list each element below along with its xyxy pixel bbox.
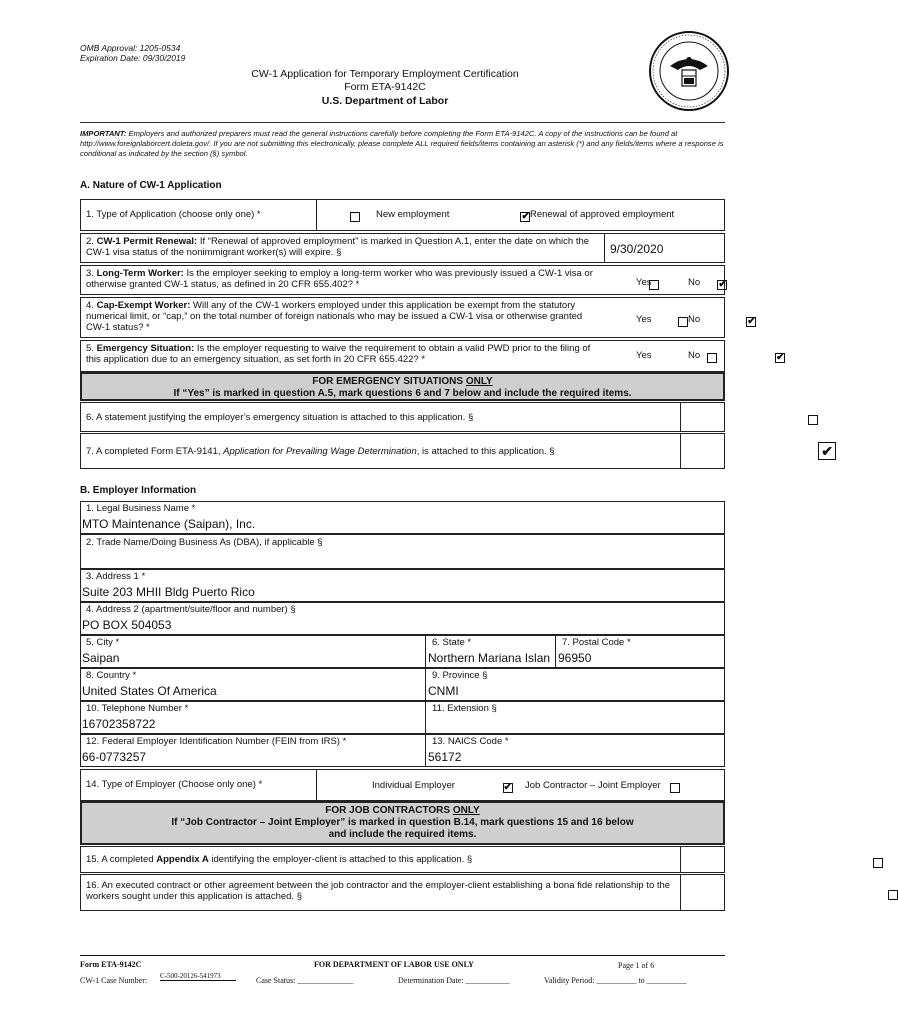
q3-no-checkbox[interactable]: ✔ xyxy=(718,279,727,290)
important-notice xyxy=(80,129,725,159)
footer-case-number-label: CW-1 Case Number: xyxy=(80,976,148,985)
footer-validity-period: Validity Period: __________ to __________ xyxy=(544,976,687,985)
q4-yes-checkbox[interactable] xyxy=(678,317,688,327)
footer-rule xyxy=(80,955,725,956)
telephone-field[interactable]: 16702358722 xyxy=(82,717,156,731)
b9-label: 9. Province § xyxy=(432,670,488,681)
q5-question: Is the employer requesting to waive the requirement to obtain a valid PWD prior to the filing of this application due to an emergency situation, as set forth in 20 CFR 655.422? * xyxy=(86,343,591,365)
jc-banner-heading: FOR JOB CONTRACTORS xyxy=(325,805,453,816)
b14-job-contractor-checkbox[interactable] xyxy=(670,783,680,793)
q1-label: 1. Type of Application (choose only one) * xyxy=(86,209,261,220)
b4-label: 4. Address 2 (apartment/suite/floor and number) § xyxy=(86,604,296,615)
b14-label: 14. Type of Employer (Choose only one) * xyxy=(86,779,263,790)
q6-divider xyxy=(680,402,681,432)
q3-no-label: No xyxy=(688,277,701,288)
q7-pre: 7. A completed Form ETA-9141, xyxy=(86,446,224,457)
dol-seal-icon xyxy=(648,30,730,112)
q5-yes-checkbox[interactable] xyxy=(707,353,717,363)
q3-text xyxy=(86,268,596,290)
jc-banner-instruction: If “Job Contractor – Joint Employer” is marked in question B.14, mark questions 15 and 16 below xyxy=(171,817,634,828)
q16-divider xyxy=(680,874,681,911)
q2-divider xyxy=(604,233,605,263)
q7-post: , is attached to this application. § xyxy=(416,446,555,457)
q5-yes-label: Yes xyxy=(636,350,652,361)
q1-new-checkbox[interactable] xyxy=(350,212,360,222)
q1-renewal-checkbox[interactable]: ✔ xyxy=(521,211,530,222)
jc-banner-only: ONLY xyxy=(452,805,480,816)
q4-text xyxy=(86,300,596,333)
q4-number: 4. xyxy=(86,300,94,311)
b10-label: 10. Telephone Number * xyxy=(86,703,189,714)
footer-page-number: Page 1 of 6 xyxy=(618,961,655,970)
b14-individual-label: Individual Employer xyxy=(372,780,455,791)
postal-code-field[interactable]: 96950 xyxy=(558,651,592,665)
emergency-banner-only: ONLY xyxy=(465,376,493,387)
q5-number: 5. xyxy=(86,343,94,354)
q1-divider xyxy=(316,199,317,231)
omb-number: OMB Approval: 1205-0534 xyxy=(80,43,181,53)
b14-divider xyxy=(316,769,317,801)
form-title: CW-1 Application for Temporary Employment Certification xyxy=(251,68,519,80)
fein-field[interactable]: 66-0773257 xyxy=(82,750,147,764)
emergency-banner-heading: FOR EMERGENCY SITUATIONS xyxy=(312,376,466,387)
q6-checkbox[interactable] xyxy=(808,415,818,425)
footer-form-name: Form ETA-9142C xyxy=(80,960,142,969)
omb-approval xyxy=(80,43,185,63)
header-rule xyxy=(80,122,725,123)
b13-label: 13. NAICS Code * xyxy=(432,736,509,747)
footer-case-status: Case Status: ______________ xyxy=(256,976,354,985)
footer-case-number-value: C-500-20126-541973 xyxy=(160,972,236,981)
b7-label: 7. Postal Code * xyxy=(562,637,631,648)
q15-pre: 15. A completed xyxy=(86,854,157,865)
q3-question: Is the employer seeking to employ a long-term worker who was previously issued a CW-1 visa or otherwise granted CW-1 status, as defined in 20 CFR 655.402? * xyxy=(86,268,593,290)
q15-appendix: Appendix A xyxy=(156,854,209,865)
q6-text: 6. A statement justifying the employer’s emergency situation is attached to this application. § xyxy=(86,412,474,423)
important-text: Employers and authorized preparers must read the general instructions carefully before completing the Form ETA-9142C. A copy of the instructions can be found at http://www.foreignlaborcert.doleta.gov/. If you are not submitting this electronically, please complete ALL required fields/items containing an asterisk (*) and any fields/items where a response is conditional as indicated by the section (§) symbol. xyxy=(80,129,724,158)
province-field[interactable]: CNMI xyxy=(428,684,459,698)
address1-field[interactable]: Suite 203 MHII Bldg Puerto Rico xyxy=(82,585,255,599)
q3-number: 3. xyxy=(86,268,94,279)
q15-text xyxy=(86,854,472,865)
footer-dol-use-only: FOR DEPARTMENT OF LABOR USE ONLY xyxy=(314,960,474,969)
b11-label: 11. Extension § xyxy=(432,703,497,714)
emergency-banner xyxy=(80,372,725,401)
q3-yes-label: Yes xyxy=(636,277,652,288)
jc-banner-instruction-2: and include the required items. xyxy=(328,829,477,840)
b14-job-contractor-label: Job Contractor – Joint Employer xyxy=(525,780,661,791)
q15-divider xyxy=(680,846,681,873)
q5-no-label: No xyxy=(688,350,701,361)
q1-renewal-label: Renewal of approved employment xyxy=(530,209,675,220)
q2-question: If “Renewal of approved employment” is marked in Question A.1, enter the date on which the CW-1 visa status of the nonimmigrant worker(s) will expire. § xyxy=(86,236,590,258)
b6-divider xyxy=(555,635,556,668)
emergency-banner-instruction: If “Yes” is marked in question A.5, mark questions 6 and 7 below and include the required items. xyxy=(173,388,632,399)
q5-no-checkbox[interactable]: ✔ xyxy=(776,352,785,363)
q16-text: 16. An executed contract or other agreement between the job contractor and the employer-client establishing a bona fide relationship to the workers sought under this application is attached. § xyxy=(86,880,671,902)
legal-business-name-field[interactable]: MTO Maintenance (Saipan), Inc. xyxy=(82,517,256,531)
q3-heading: Long-Term Worker: xyxy=(96,268,184,279)
b2-label: 2. Trade Name/Doing Business As (DBA), if applicable § xyxy=(86,537,323,548)
q4-question: Will any of the CW-1 workers employed under this application be exempt from the statutory numerical limit, or “cap,” on the total number of foreign nationals who may be issued a CW-1 visa or otherwise granted CW-1 status? * xyxy=(86,300,583,333)
section-a-title: A. Nature of CW-1 Application xyxy=(80,180,222,191)
naics-field[interactable]: 56172 xyxy=(428,750,462,764)
q4-no-label: No xyxy=(688,314,701,325)
q7-checkbox[interactable]: ✔ xyxy=(818,442,836,460)
city-field[interactable]: Saipan xyxy=(82,651,120,665)
q5-text xyxy=(86,343,601,365)
expiration-date: Expiration Date: 09/30/2019 xyxy=(80,53,186,63)
q1-new-label: New employment xyxy=(376,209,450,220)
q2-heading: CW-1 Permit Renewal: xyxy=(96,236,198,247)
form-number: Form ETA-9142C xyxy=(344,81,426,93)
address2-field[interactable]: PO BOX 504053 xyxy=(82,618,172,632)
q15-post: identifying the employer-client is attached to this application. § xyxy=(208,854,473,865)
section-b-title: B. Employer Information xyxy=(80,485,197,496)
q15-checkbox[interactable] xyxy=(873,858,883,868)
q7-form-title: Application for Prevailing Wage Determination xyxy=(223,446,417,457)
important-lead: IMPORTANT: xyxy=(80,129,127,138)
q16-checkbox[interactable] xyxy=(888,890,898,900)
q2-expiry-date-field[interactable]: 9/30/2020 xyxy=(610,242,664,256)
b14-individual-checkbox[interactable]: ✔ xyxy=(503,782,512,793)
b6-label: 6. State * xyxy=(432,637,472,648)
b1-label: 1. Legal Business Name * xyxy=(86,503,196,514)
q7-text xyxy=(86,446,555,457)
q4-heading: Cap-Exempt Worker: xyxy=(96,300,191,311)
b8-label: 8. Country * xyxy=(86,670,137,681)
q7-divider xyxy=(680,433,681,469)
country-field[interactable]: United States Of America xyxy=(82,684,217,698)
department-name: U.S. Department of Labor xyxy=(321,95,449,107)
state-field[interactable]: Northern Mariana Islan xyxy=(428,651,551,665)
job-contractor-banner xyxy=(80,801,725,845)
q2-number: 2. xyxy=(86,236,94,247)
q2-text xyxy=(86,236,596,258)
b5-label: 5. City * xyxy=(86,637,120,648)
footer-determination-date: Determination Date: ___________ xyxy=(398,976,510,985)
b12-label: 12. Federal Employer Identification Number (FEIN from IRS) * xyxy=(86,736,347,747)
q4-yes-label: Yes xyxy=(636,314,652,325)
q4-no-checkbox[interactable]: ✔ xyxy=(747,316,756,327)
q5-heading: Emergency Situation: xyxy=(96,343,195,354)
b3-label: 3. Address 1 * xyxy=(86,571,146,582)
